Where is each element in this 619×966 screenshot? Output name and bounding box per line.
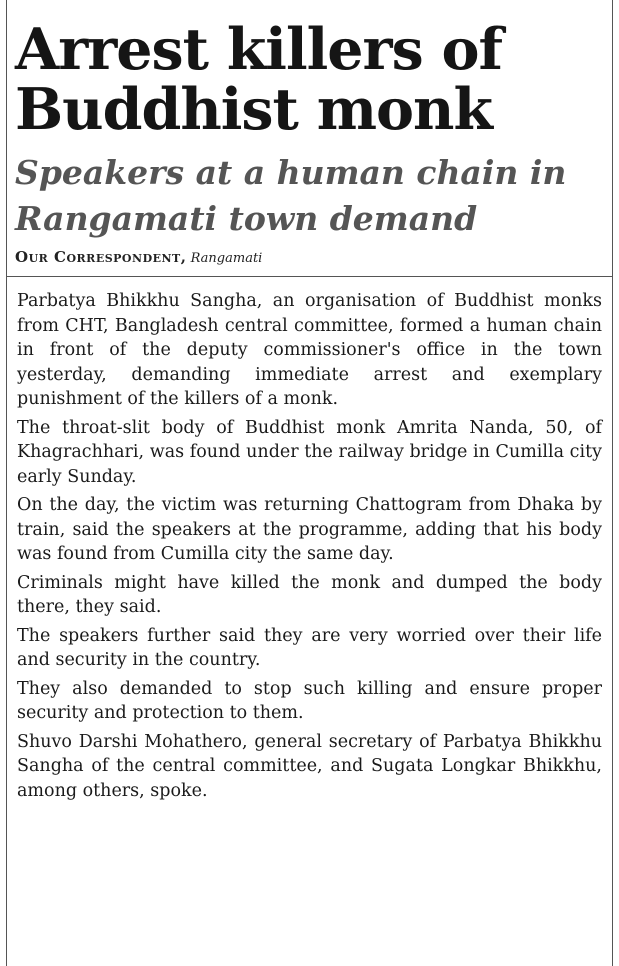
article-paragraph: Shuvo Darshi Mohathero, general secretary of Parbatya Bhikkhu Sangha of the central committee, and Sugata Longkar Bhikkhu, among others, spoke.	[17, 731, 602, 801]
article-paragraph: Criminals might have killed the monk and dumped the body there, they said.	[17, 572, 602, 617]
article-paragraph: On the day, the victim was returning Chattogram from Dhaka by train, said the speakers at the programme, adding that his body was found from Cumilla city the same day.	[17, 495, 602, 564]
article-headline: Arrest killers of Buddhist monk	[15, 16, 503, 143]
article-body	[15, 289, 604, 803]
byline-author: Our Correspondent,	[15, 248, 187, 266]
article-byline	[15, 248, 604, 266]
article-paragraph: They also demanded to stop such killing and ensure proper security and protection to them.	[17, 678, 602, 723]
article-paragraph: Parbatya Bhikkhu Sangha, an organisation of Buddhist monks from CHT, Bangladesh central committee, formed a human chain in front of the deputy commissioner's office in the town yesterday, demanding immediate arrest and exemplary punishment of the killers of a monk.	[17, 291, 602, 409]
article-paragraph: The speakers further said they are very worried over their life and security in the country.	[17, 625, 602, 670]
news-clipping	[6, 0, 613, 966]
byline-place: Rangamati	[190, 251, 263, 266]
byline-divider	[7, 276, 612, 277]
article-subhead: Speakers at a human chain in Rangamati town demand	[15, 153, 567, 238]
article-paragraph: The throat-slit body of Buddhist monk Amrita Nanda, 50, of Khagrachhari, was found under the railway bridge in Cumilla city early Sunday.	[17, 417, 602, 487]
